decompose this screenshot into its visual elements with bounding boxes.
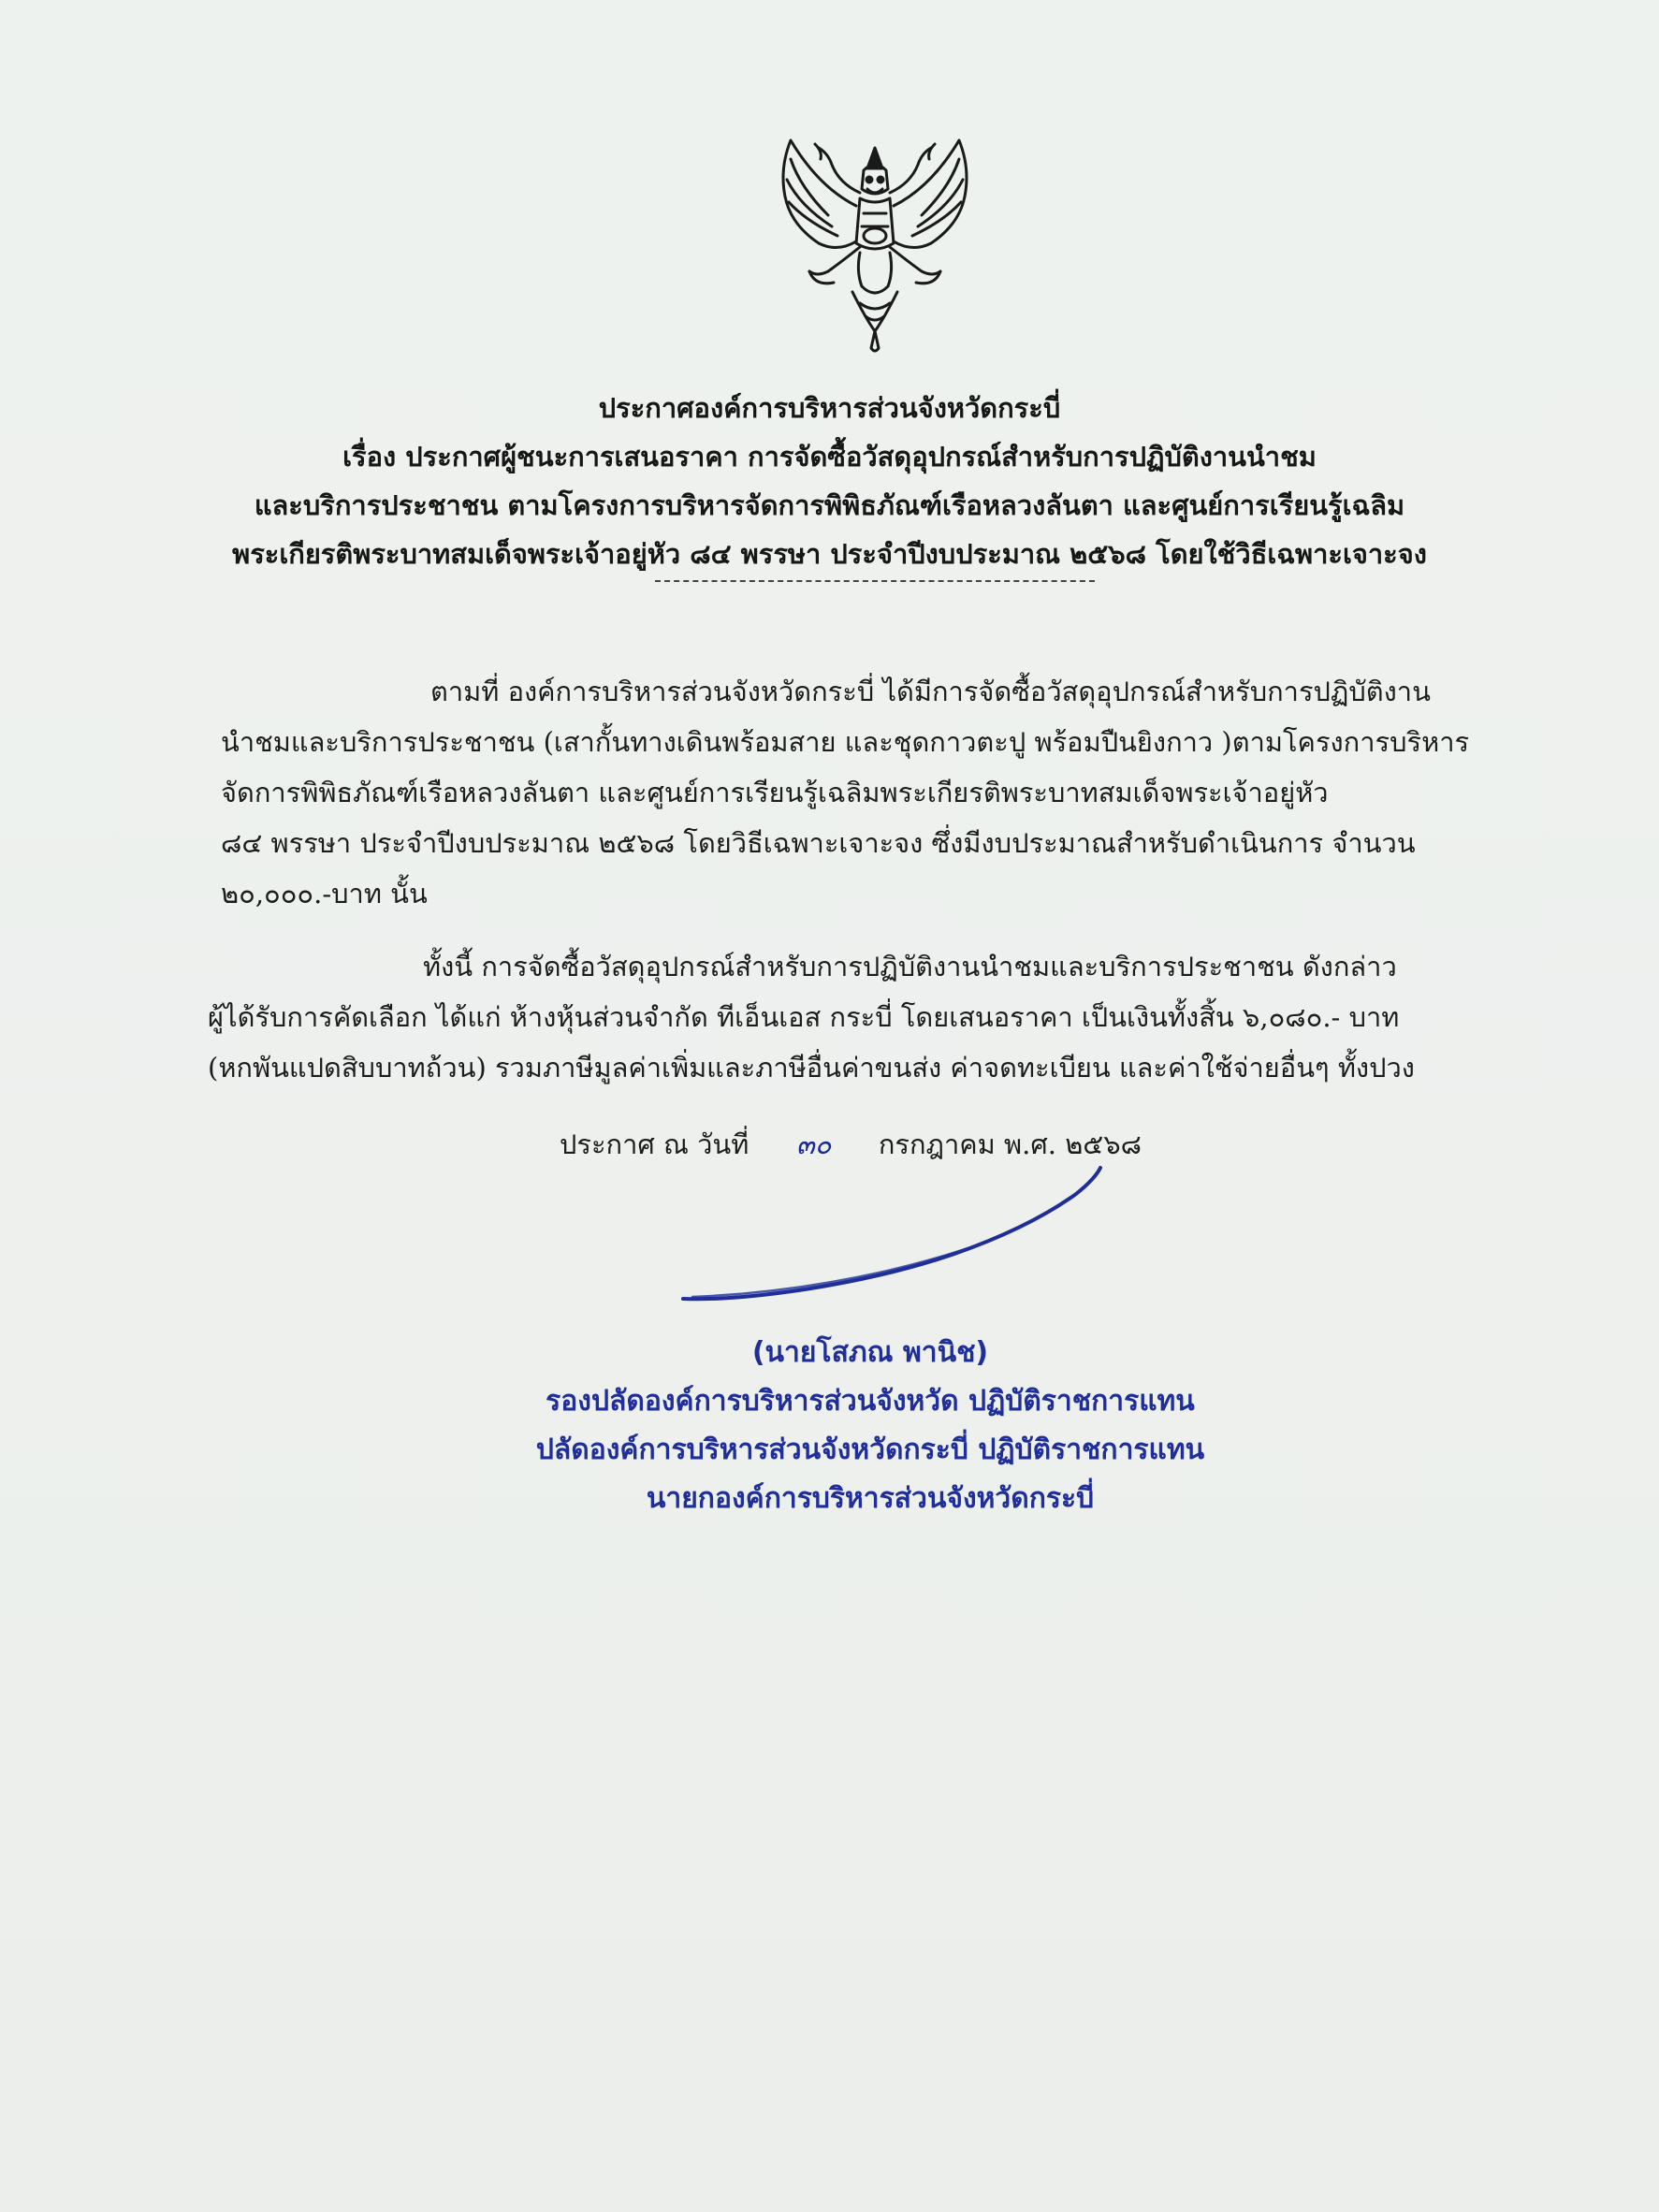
paragraph-1-line-3: จัดการพิพิธภัณฑ์เรือหลวงลันตา และศูนย์การเรียนรู้เฉลิมพระเกียรติพระบาทสมเด็จพระเจ้าอยู่หัว [221, 777, 1329, 808]
signatory-position-3: นายกองค์การบริหารส่วนจังหวัดกระบี่ [646, 1482, 1095, 1515]
date-prefix: ประกาศ ณ วันที่ [560, 1128, 749, 1160]
title-line-4: พระเกียรติพระบาทสมเด็จพระเจ้าอยู่หัว ๘๔ พรรษา ประจำปีงบประมาณ ๒๕๖๘ โดยใช้วิธีเฉพาะเจาะจง [232, 538, 1427, 570]
announcement-title [187, 384, 1472, 578]
title-separator [655, 580, 1095, 582]
date-month-year: กรกฎาคม พ.ศ. ๒๕๖๘ [878, 1128, 1142, 1160]
signatory-position-1: รองปลัดองค์การบริหารส่วนจังหวัด ปฏิบัติราชการแทน [546, 1385, 1195, 1418]
paragraph-2-line-2: ผู้ได้รับการคัดเลือก ได้แก่ ห้างหุ้นส่วนจำกัด ทีเอ็นเอส กระบี่ โดยเสนอราคา เป็นเงินทั้งสิ้น ๖,๐๘๐.- บาท [208, 1001, 1400, 1033]
title-line-3: และบริการประชาชน ตามโครงการบริหารจัดการพิพิธภัณฑ์เรือหลวงลันตา และศูนย์การเรียนรู้เฉลิม [254, 489, 1405, 521]
garuda-emblem-icon [763, 131, 987, 360]
date-day: ๓๐ [795, 1128, 832, 1160]
paragraph-1-line-4: ๘๔ พรรษา ประจำปีงบประมาณ ๒๕๖๘ โดยวิธีเฉพาะเจาะจง ซึ่งมีงบประมาณสำหรับดำเนินการ จำนวน [221, 827, 1416, 859]
paragraph-2-line-1: ทั้งนี้ การจัดซื้อวัสดุอุปกรณ์สำหรับการปฏิบัติงานนำชมและบริการประชาชน ดังกล่าว [423, 951, 1397, 982]
paragraph-1-line-2: นำชมและบริการประชาชน (เสากั้นทางเดินพร้อมสาย และชุดกาวตะปู พร้อมปืนยิงกาว )ตามโครงการบริหาร [221, 726, 1470, 758]
signatory-name: (นายโสภณ พานิช) [751, 1336, 989, 1369]
signatory-block [468, 1329, 1273, 1523]
paragraph-2-line-3: (หกพันแปดสิบบาทถ้วน) รวมภาษีมูลค่าเพิ่มและภาษีอื่นค่าขนส่ง ค่าจดทะเบียน และค่าใช้จ่ายอื่นๆ ทั้งปวง [208, 1052, 1415, 1084]
title-line-1: ประกาศองค์การบริหารส่วนจังหวัดกระบี่ [598, 392, 1061, 424]
signatory-position-2: ปลัดองค์การบริหารส่วนจังหวัดกระบี่ ปฏิบัติราชการแทน [535, 1433, 1205, 1466]
paragraph-1-line-1: ตามที่ องค์การบริหารส่วนจังหวัดกระบี่ ได้มีการจัดซื้อวัสดุอุปกรณ์สำหรับการปฏิบัติงาน [430, 676, 1431, 707]
paragraph-1-line-5: ๒๐,๐๐๐.-บาท นั้น [221, 878, 428, 910]
title-line-2: เรื่อง ประกาศผู้ชนะการเสนอราคา การจัดซื้อวัสดุอุปกรณ์สำหรับการปฏิบัติงานนำชม [342, 441, 1317, 473]
handwritten-signature [674, 1160, 1123, 1310]
